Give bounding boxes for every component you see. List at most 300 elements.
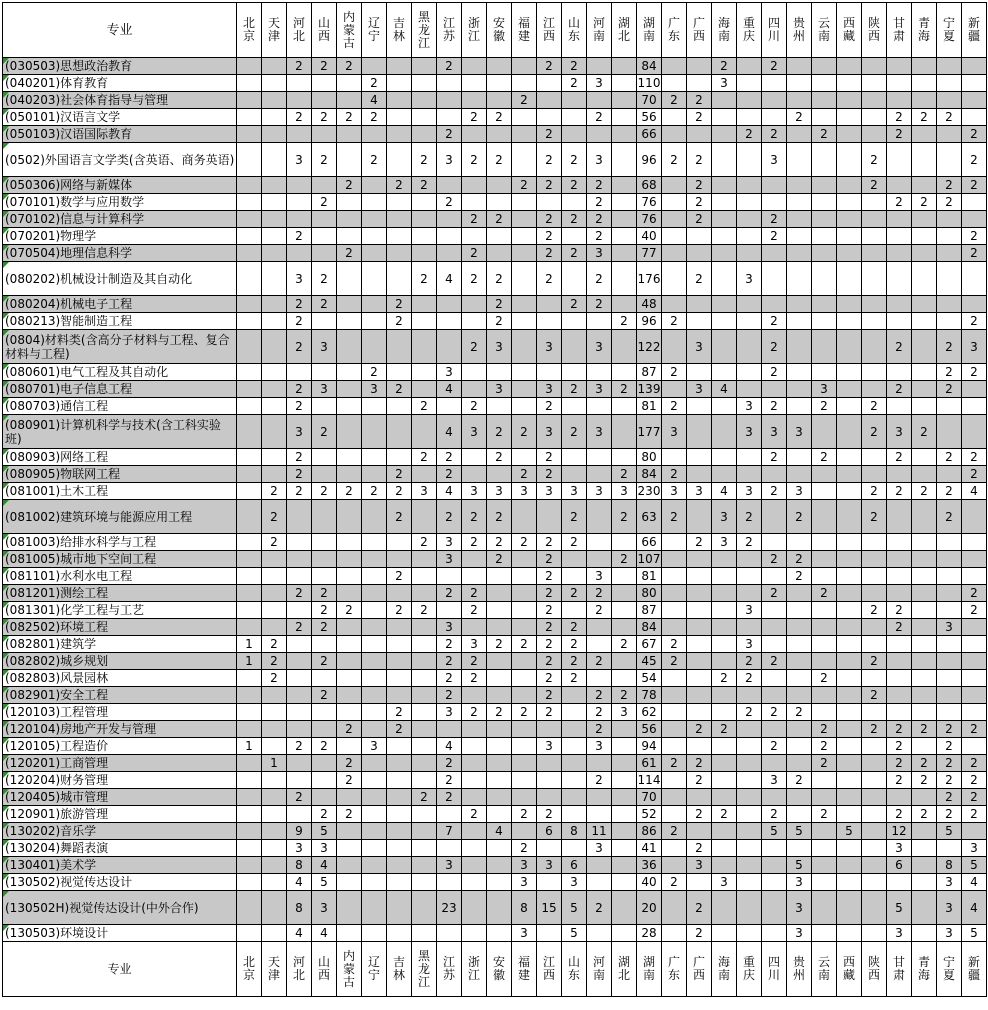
quota-cell — [237, 483, 262, 500]
quota-cell — [787, 806, 812, 823]
quota-cell — [937, 313, 962, 330]
quota-cell: 3 — [687, 483, 712, 500]
quota-cell: 2 — [762, 551, 787, 568]
quota-cell — [887, 262, 912, 296]
quota-cell — [387, 806, 412, 823]
quota-cell — [762, 466, 787, 483]
quota-cell — [687, 126, 712, 143]
quota-cell: 2 — [537, 245, 562, 262]
quota-cell: 2 — [862, 721, 887, 738]
quota-cell: 2 — [287, 330, 312, 364]
quota-cell: 3 — [737, 415, 762, 449]
quota-cell — [837, 381, 862, 398]
quota-cell — [512, 313, 537, 330]
quota-cell — [662, 840, 687, 857]
header-row — [3, 3, 987, 58]
quota-cell — [612, 228, 637, 245]
quota-cell — [662, 109, 687, 126]
major-name-cell: (070102)信息与计算科学 — [3, 211, 237, 228]
quota-cell: 2 — [737, 670, 762, 687]
quota-cell — [387, 585, 412, 602]
quota-cell: 3 — [612, 483, 637, 500]
quota-cell — [712, 262, 737, 296]
quota-cell: 2 — [362, 364, 387, 381]
province-column-header: 内 蒙 古 — [337, 942, 362, 997]
quota-cell: 3 — [537, 381, 562, 398]
quota-cell — [512, 755, 537, 772]
quota-cell — [612, 211, 637, 228]
quota-cell — [337, 75, 362, 92]
quota-cell — [587, 92, 612, 109]
quota-cell — [612, 602, 637, 619]
quota-cell — [787, 534, 812, 551]
table-row — [3, 619, 987, 636]
quota-cell — [712, 296, 737, 313]
quota-cell: 2 — [687, 143, 712, 177]
quota-cell — [887, 245, 912, 262]
quota-cell: 3 — [687, 857, 712, 874]
quota-cell — [787, 143, 812, 177]
major-name-cell: (120405)城市管理 — [3, 789, 237, 806]
province-column-header: 重 庆 — [737, 3, 762, 58]
quota-cell: 7 — [437, 823, 462, 840]
quota-cell: 3 — [687, 381, 712, 398]
table-row — [3, 398, 987, 415]
quota-cell: 2 — [587, 772, 612, 789]
quota-cell — [512, 143, 537, 177]
quota-cell — [912, 602, 937, 619]
quota-cell — [262, 466, 287, 483]
quota-cell: 2 — [312, 58, 337, 75]
quota-cell — [912, 177, 937, 194]
major-name-cell: (120104)房地产开发与管理 — [3, 721, 237, 738]
quota-cell — [512, 738, 537, 755]
quota-cell: 2 — [387, 177, 412, 194]
major-name-cell: (070101)数学与应用数学 — [3, 194, 237, 211]
quota-cell — [312, 245, 337, 262]
quota-cell — [362, 653, 387, 670]
quota-cell — [787, 126, 812, 143]
quota-cell — [612, 415, 637, 449]
quota-cell — [812, 483, 837, 500]
quota-cell — [412, 381, 437, 398]
quota-cell — [762, 636, 787, 653]
quota-cell — [837, 619, 862, 636]
quota-cell: 2 — [562, 245, 587, 262]
quota-cell — [812, 500, 837, 534]
major-name-cell: (081101)水利水电工程 — [3, 568, 237, 585]
quota-cell — [887, 466, 912, 483]
quota-cell — [387, 925, 412, 942]
quota-cell — [362, 313, 387, 330]
quota-cell: 4 — [287, 874, 312, 891]
quota-cell — [862, 619, 887, 636]
quota-cell — [537, 874, 562, 891]
quota-cell — [537, 721, 562, 738]
quota-cell — [937, 92, 962, 109]
quota-cell — [237, 619, 262, 636]
quota-cell — [837, 262, 862, 296]
quota-cell — [287, 126, 312, 143]
quota-cell — [562, 398, 587, 415]
quota-cell: 4 — [437, 738, 462, 755]
quota-cell — [287, 806, 312, 823]
major-name-cell: (120204)财务管理 — [3, 772, 237, 789]
quota-cell: 2 — [387, 568, 412, 585]
quota-cell — [737, 857, 762, 874]
quota-cell — [837, 58, 862, 75]
quota-cell: 2 — [762, 228, 787, 245]
quota-cell — [612, 449, 637, 466]
province-column-header: 云 南 — [812, 942, 837, 997]
quota-cell — [862, 109, 887, 126]
quota-cell: 2 — [587, 653, 612, 670]
quota-cell — [887, 585, 912, 602]
quota-cell — [612, 262, 637, 296]
quota-cell — [437, 602, 462, 619]
quota-cell — [362, 58, 387, 75]
quota-cell: 4 — [712, 483, 737, 500]
quota-cell: 2 — [312, 194, 337, 211]
province-column-header: 新 疆 — [962, 3, 987, 58]
quota-cell — [612, 891, 637, 925]
quota-cell: 2 — [662, 653, 687, 670]
quota-cell — [937, 534, 962, 551]
quota-cell: 2 — [937, 194, 962, 211]
quota-cell — [612, 585, 637, 602]
quota-cell — [837, 245, 862, 262]
quota-cell — [337, 840, 362, 857]
quota-cell: 2 — [962, 364, 987, 381]
quota-cell: 2 — [287, 296, 312, 313]
quota-cell: 2 — [962, 772, 987, 789]
quota-cell — [412, 75, 437, 92]
province-column-header: 河 北 — [287, 942, 312, 997]
quota-cell: 2 — [362, 109, 387, 126]
quota-cell — [737, 687, 762, 704]
quota-cell — [887, 653, 912, 670]
quota-cell — [937, 228, 962, 245]
quota-cell — [462, 721, 487, 738]
quota-cell: 2 — [687, 92, 712, 109]
quota-cell: 2 — [387, 466, 412, 483]
quota-cell — [412, 568, 437, 585]
province-column-header: 宁 夏 — [937, 942, 962, 997]
quota-cell: 2 — [287, 109, 312, 126]
quota-cell: 4 — [962, 891, 987, 925]
quota-cell — [762, 75, 787, 92]
quota-cell — [537, 364, 562, 381]
major-name-cell: (081002)建筑环境与能源应用工程 — [3, 500, 237, 534]
quota-cell: 2 — [312, 602, 337, 619]
quota-cell — [262, 262, 287, 296]
quota-cell — [812, 840, 837, 857]
province-column-header: 河 南 — [587, 942, 612, 997]
province-column-header: 天 津 — [262, 942, 287, 997]
quota-cell — [412, 415, 437, 449]
quota-cell: 2 — [512, 415, 537, 449]
quota-cell: 87 — [637, 602, 662, 619]
quota-cell — [687, 245, 712, 262]
quota-cell: 2 — [337, 721, 362, 738]
quota-cell: 2 — [462, 534, 487, 551]
quota-cell — [362, 211, 387, 228]
quota-cell: 3 — [487, 381, 512, 398]
quota-cell: 2 — [587, 602, 612, 619]
quota-cell — [862, 58, 887, 75]
province-column-header: 云 南 — [812, 3, 837, 58]
quota-cell: 1 — [237, 636, 262, 653]
quota-cell: 2 — [862, 398, 887, 415]
quota-cell — [262, 58, 287, 75]
major-name-cell: (130401)美术学 — [3, 857, 237, 874]
quota-cell — [837, 194, 862, 211]
quota-cell: 2 — [537, 704, 562, 721]
major-name-cell: (0804)材料类(含高分子材料与工程、复合材料与工程) — [3, 330, 237, 364]
quota-cell: 2 — [937, 330, 962, 364]
quota-cell: 2 — [762, 738, 787, 755]
quota-cell: 3 — [562, 874, 587, 891]
quota-cell: 2 — [287, 789, 312, 806]
quota-cell — [837, 296, 862, 313]
quota-cell — [512, 602, 537, 619]
quota-cell — [662, 228, 687, 245]
quota-cell — [862, 874, 887, 891]
quota-cell: 2 — [337, 245, 362, 262]
quota-cell — [787, 721, 812, 738]
quota-cell — [237, 721, 262, 738]
quota-cell — [862, 636, 887, 653]
quota-cell — [262, 126, 287, 143]
quota-cell — [862, 364, 887, 381]
quota-cell — [562, 551, 587, 568]
quota-cell — [937, 245, 962, 262]
quota-cell — [762, 194, 787, 211]
quota-cell: 3 — [937, 891, 962, 925]
quota-cell — [587, 313, 612, 330]
quota-cell — [912, 449, 937, 466]
quota-cell — [562, 840, 587, 857]
quota-cell — [512, 381, 537, 398]
province-column-header: 浙 江 — [462, 942, 487, 997]
quota-cell — [462, 857, 487, 874]
quota-cell — [587, 619, 612, 636]
table-row — [3, 500, 987, 534]
quota-cell — [337, 585, 362, 602]
quota-cell: 3 — [512, 857, 537, 874]
quota-cell — [662, 806, 687, 823]
quota-cell — [887, 364, 912, 381]
quota-cell — [712, 330, 737, 364]
quota-cell — [937, 143, 962, 177]
quota-cell — [237, 109, 262, 126]
major-name-cell: (030503)思想政治教育 — [3, 58, 237, 75]
table-row — [3, 602, 987, 619]
province-column-header: 贵 州 — [787, 3, 812, 58]
quota-cell — [312, 75, 337, 92]
quota-cell — [837, 109, 862, 126]
quota-cell — [687, 789, 712, 806]
quota-cell — [862, 772, 887, 789]
quota-cell — [262, 687, 287, 704]
quota-cell: 2 — [262, 483, 287, 500]
quota-cell — [887, 500, 912, 534]
quota-cell: 2 — [262, 653, 287, 670]
quota-cell: 2 — [912, 483, 937, 500]
quota-cell: 2 — [937, 449, 962, 466]
quota-cell: 3 — [937, 619, 962, 636]
quota-cell — [912, 925, 937, 942]
quota-cell: 3 — [312, 840, 337, 857]
quota-cell — [362, 466, 387, 483]
quota-cell — [487, 891, 512, 925]
quota-cell — [462, 619, 487, 636]
quota-cell: 2 — [687, 891, 712, 925]
quota-cell: 2 — [537, 653, 562, 670]
quota-cell — [387, 823, 412, 840]
quota-cell — [612, 823, 637, 840]
quota-cell — [337, 92, 362, 109]
quota-cell: 2 — [337, 177, 362, 194]
quota-cell: 2 — [437, 636, 462, 653]
quota-cell: 2 — [437, 789, 462, 806]
quota-cell — [912, 670, 937, 687]
province-column-header: 西 藏 — [837, 942, 862, 997]
quota-cell — [812, 602, 837, 619]
quota-cell — [462, 738, 487, 755]
quota-cell: 2 — [462, 806, 487, 823]
quota-cell — [237, 313, 262, 330]
quota-cell: 4 — [487, 823, 512, 840]
quota-cell: 3 — [287, 262, 312, 296]
quota-cell: 2 — [487, 296, 512, 313]
quota-cell — [612, 177, 637, 194]
quota-cell — [487, 840, 512, 857]
quota-cell — [812, 313, 837, 330]
quota-cell: 2 — [812, 755, 837, 772]
quota-cell — [412, 840, 437, 857]
quota-cell — [312, 534, 337, 551]
quota-cell: 2 — [437, 194, 462, 211]
quota-cell: 2 — [937, 772, 962, 789]
quota-cell — [912, 58, 937, 75]
quota-cell — [462, 755, 487, 772]
quota-cell: 2 — [712, 670, 737, 687]
quota-cell — [237, 670, 262, 687]
quota-cell: 3 — [587, 75, 612, 92]
quota-cell — [612, 925, 637, 942]
quota-cell: 2 — [887, 109, 912, 126]
quota-cell — [587, 925, 612, 942]
quota-cell: 2 — [287, 466, 312, 483]
quota-cell: 2 — [587, 687, 612, 704]
quota-cell — [962, 738, 987, 755]
quota-cell — [937, 551, 962, 568]
quota-cell — [887, 789, 912, 806]
quota-cell: 84 — [637, 58, 662, 75]
quota-cell: 2 — [887, 330, 912, 364]
quota-cell — [837, 670, 862, 687]
quota-cell — [562, 313, 587, 330]
quota-cell — [837, 534, 862, 551]
quota-cell — [912, 619, 937, 636]
quota-cell — [362, 194, 387, 211]
quota-cell — [412, 92, 437, 109]
quota-cell — [612, 194, 637, 211]
quota-cell: 2 — [762, 330, 787, 364]
quota-cell: 2 — [537, 143, 562, 177]
quota-cell — [912, 92, 937, 109]
quota-cell — [737, 840, 762, 857]
quota-cell — [662, 245, 687, 262]
quota-cell — [487, 177, 512, 194]
quota-cell: 2 — [562, 500, 587, 534]
quota-cell: 3 — [312, 330, 337, 364]
quota-cell — [362, 704, 387, 721]
quota-cell — [262, 330, 287, 364]
quota-cell — [737, 92, 762, 109]
quota-cell: 2 — [962, 245, 987, 262]
quota-cell — [287, 721, 312, 738]
quota-cell — [687, 415, 712, 449]
quota-cell — [462, 75, 487, 92]
major-name-cell: (050103)汉语国际教育 — [3, 126, 237, 143]
quota-cell — [612, 755, 637, 772]
quota-cell — [937, 653, 962, 670]
quota-cell: 2 — [562, 75, 587, 92]
quota-cell: 3 — [462, 636, 487, 653]
quota-cell — [962, 551, 987, 568]
quota-cell — [612, 534, 637, 551]
quota-cell: 3 — [512, 483, 537, 500]
quota-cell: 20 — [637, 891, 662, 925]
quota-cell: 3 — [712, 75, 737, 92]
quota-cell: 2 — [887, 449, 912, 466]
quota-cell — [537, 75, 562, 92]
quota-cell — [487, 806, 512, 823]
quota-cell — [912, 704, 937, 721]
quota-cell — [737, 245, 762, 262]
quota-cell: 2 — [537, 687, 562, 704]
quota-cell — [487, 874, 512, 891]
quota-cell — [287, 772, 312, 789]
quota-cell — [762, 840, 787, 857]
quota-cell: 2 — [537, 262, 562, 296]
quota-cell: 3 — [787, 483, 812, 500]
quota-cell — [787, 466, 812, 483]
quota-cell: 2 — [612, 551, 637, 568]
quota-cell — [237, 704, 262, 721]
quota-cell — [887, 92, 912, 109]
quota-cell — [612, 857, 637, 874]
quota-cell: 2 — [537, 449, 562, 466]
table-row — [3, 228, 987, 245]
quota-cell — [837, 211, 862, 228]
quota-cell — [237, 857, 262, 874]
quota-cell — [487, 772, 512, 789]
quota-cell — [712, 653, 737, 670]
quota-cell — [612, 245, 637, 262]
province-column-header: 广 西 — [687, 3, 712, 58]
table-row — [3, 194, 987, 211]
province-column-header: 宁 夏 — [937, 3, 962, 58]
quota-cell — [837, 806, 862, 823]
quota-cell — [237, 466, 262, 483]
province-column-header: 广 东 — [662, 3, 687, 58]
quota-cell: 2 — [737, 704, 762, 721]
quota-cell — [587, 500, 612, 534]
table-row — [3, 568, 987, 585]
